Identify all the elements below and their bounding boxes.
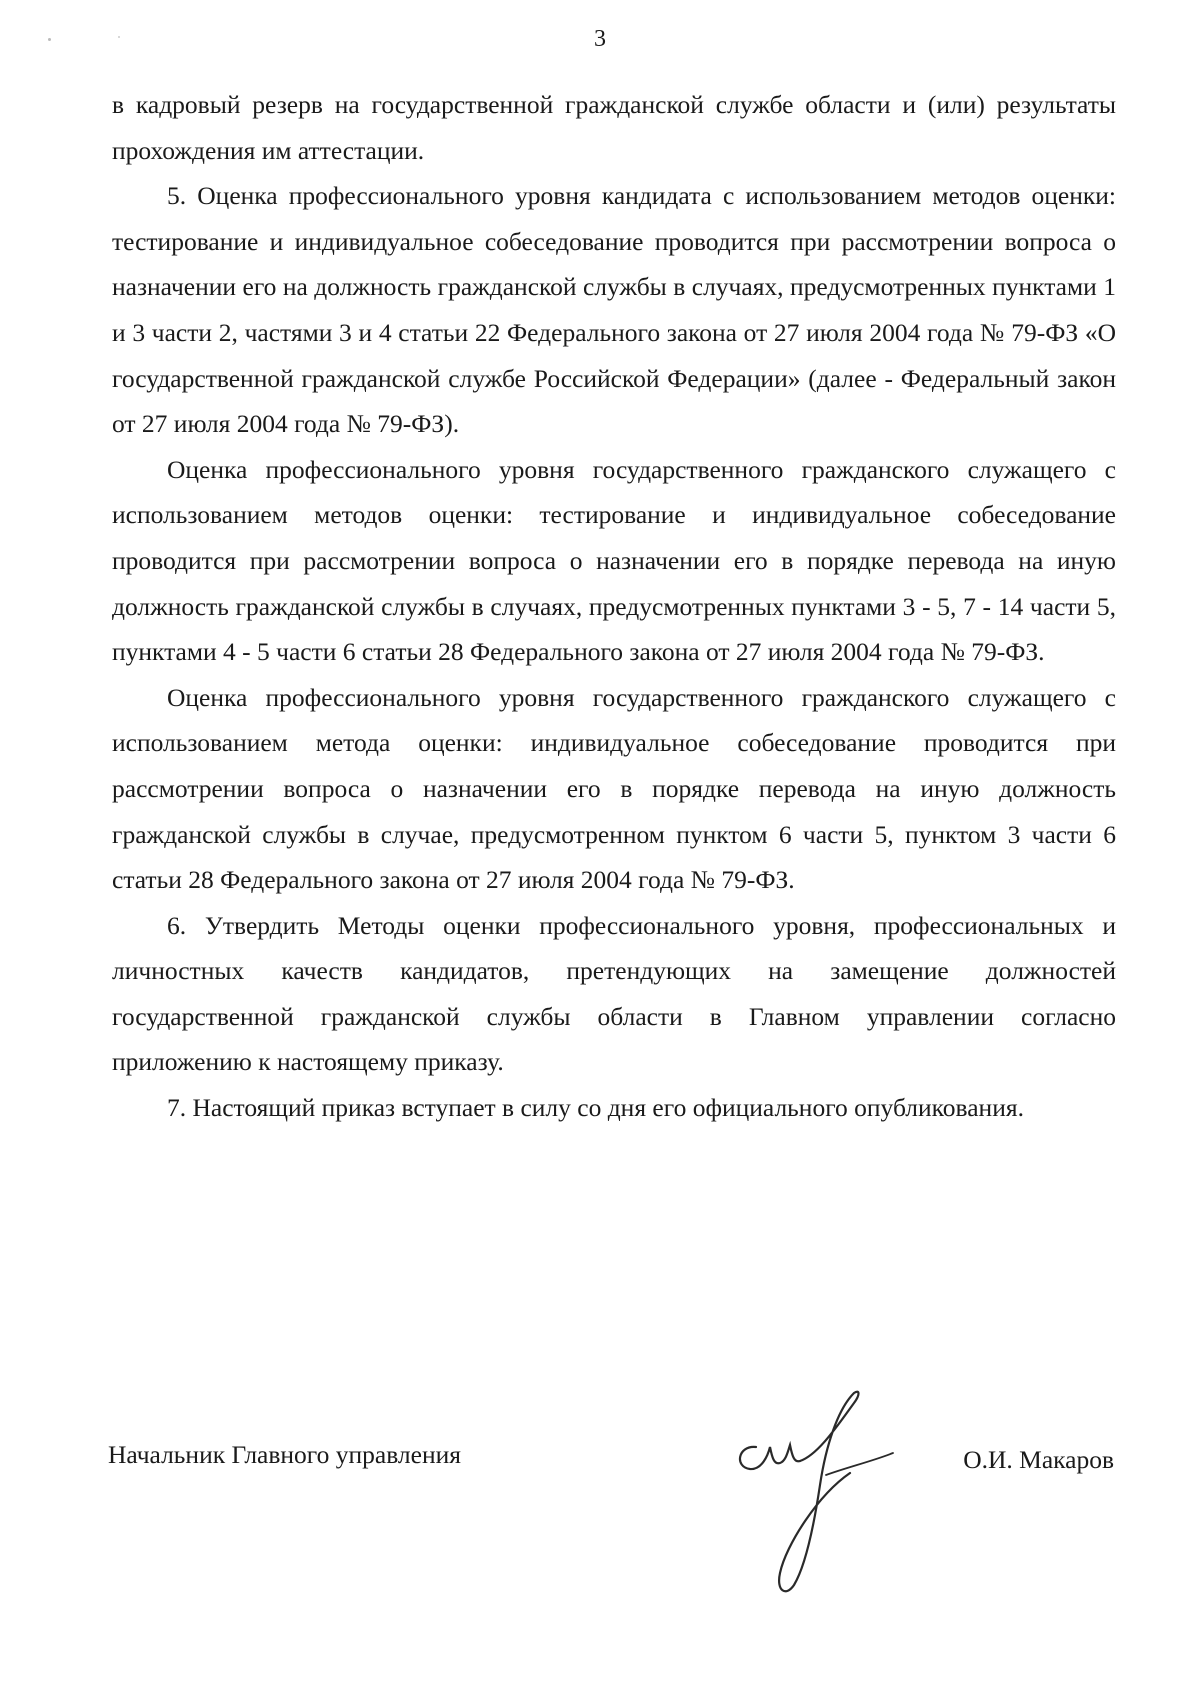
paragraph-assessment-transfer: Оценка профессионального уровня государственного гражданского служащего с использованием методов оценки: тестирование и индивидуальное собеседование проводится при рассмотрении вопроса о назначении его в порядке перевода на иную должность гражданской службы в случаях, предусмотренных пунктами 3 - 5, 7 - 14 части 5, пунктами 4 - 5 части 6 статьи 28 Федерального закона от 27 июля 2004 года № 79-ФЗ. bbox=[112, 454, 1116, 667]
signature-block bbox=[108, 1440, 1114, 1660]
paragraph-continuation: в кадровый резерв на государственной гражданской службе области и (или) результаты прохождения им аттестации. bbox=[112, 90, 1116, 165]
page-number: 3 bbox=[594, 26, 606, 52]
handwritten-signature bbox=[728, 1385, 928, 1625]
paragraph-item-6: 6. Утвердить Методы оценки профессионального уровня, профессиональных и личностных качеств кандидатов, претендующих на замещение должностей государственной гражданской службы области в Главном управлении согласно приложению к настоящему приказу. bbox=[112, 910, 1116, 1077]
signer-position: Начальник Главного управления bbox=[108, 1440, 461, 1469]
paragraph-item-5: 5. Оценка профессионального уровня кандидата с использованием методов оценки: тестирование и индивидуальное собеседование проводится при рассмотрении вопроса о назначении его на должность гражданской службы в случаях, предусмотренных пунктами 1 и 3 части 2, частями 3 и 4 статьи 22 Федерального закона от 27 июля 2004 года № 79-ФЗ «О государственной гражданской службе Российской Федерации» (далее - Федеральный закон от 27 июля 2004 года № 79-ФЗ). bbox=[112, 181, 1116, 439]
paragraph-item-7: 7. Настоящий приказ вступает в силу со дня его официального опубликования. bbox=[167, 1093, 1024, 1123]
paragraph-assessment-interview: Оценка профессионального уровня государственного гражданского служащего с использованием метода оценки: индивидуальное собеседование проводится при рассмотрении вопроса о назначении его в порядке перевода на иную должность гражданской службы в случае, предусмотренном пунктом 6 части 5, пунктом 3 части 6 статьи 28 Федерального закона от 27 июля 2004 года № 79-ФЗ. bbox=[112, 682, 1116, 895]
signer-name: О.И. Макаров bbox=[963, 1445, 1114, 1474]
document-body bbox=[112, 82, 1116, 1131]
